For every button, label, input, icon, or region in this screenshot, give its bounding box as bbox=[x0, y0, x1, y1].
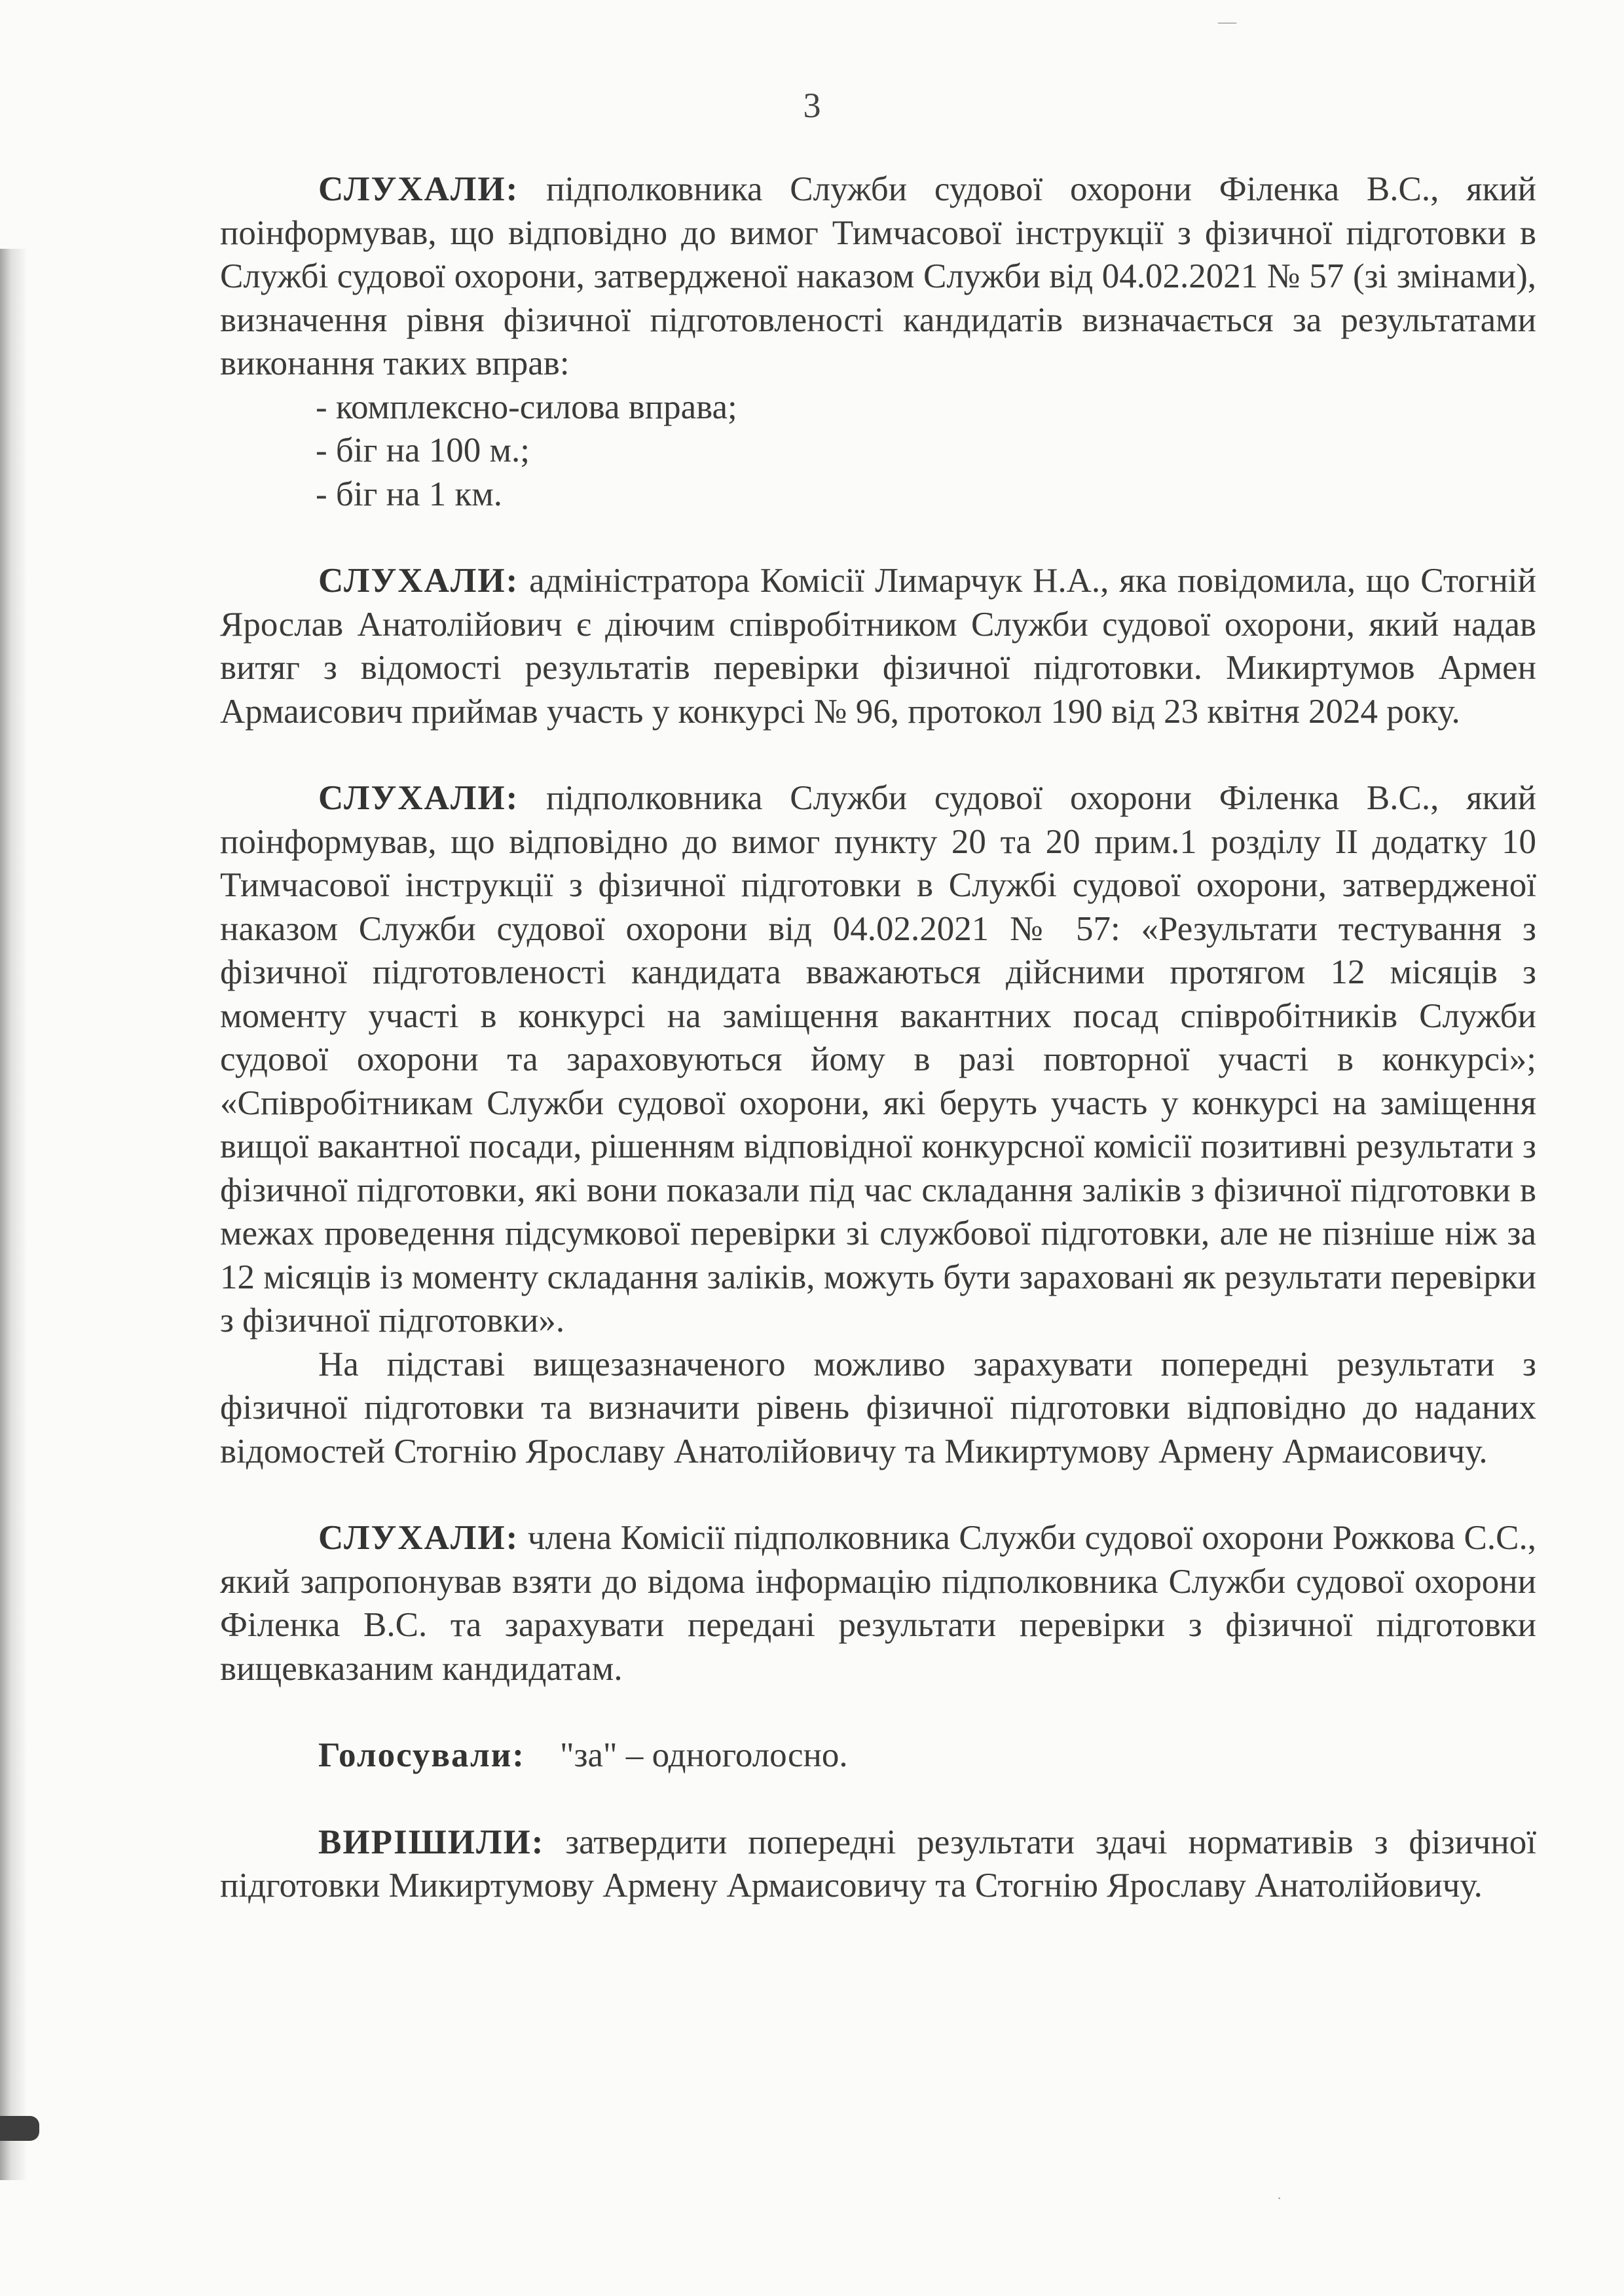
paragraph-heard-1 bbox=[220, 168, 1536, 386]
document-body bbox=[220, 168, 1536, 1908]
scan-left-edge bbox=[0, 249, 28, 2180]
heard-label: СЛУХАЛИ: bbox=[318, 562, 519, 600]
page-number: 3 bbox=[803, 86, 821, 125]
paragraph-heard-4 bbox=[220, 1516, 1536, 1690]
vote-label: Голосували: bbox=[318, 1736, 525, 1774]
decision-label: ВИРІШИЛИ: bbox=[318, 1823, 545, 1861]
vote-line bbox=[220, 1734, 1536, 1777]
list-item: - біг на 100 м.; bbox=[316, 431, 530, 469]
paragraph-heard-3 bbox=[220, 776, 1536, 1343]
heard-label: СЛУХАЛИ: bbox=[318, 170, 519, 208]
heard-label: СЛУХАЛИ: bbox=[318, 779, 519, 817]
paragraph-text: адміністратора Комісії Лимарчук Н.А., яка повідомила, що Стогній Ярослав Анатолійович є діючим співробітником Служби судової охорони, який надав витяг з відомості результатів перевірки фізичної підготовки. Микиртумов Армен Армаисович приймав участь у конкурсі № 96, протокол 190 від 23 квітня 2024 року. bbox=[220, 562, 1536, 731]
scan-speck: — bbox=[1218, 12, 1236, 32]
paragraph-text: підполковника Служби судової охорони Філенка В.С., який поінформував, що відповідно до вимог Тимчасової інструкції з фізичної підготовки в Службі судової охорони, затвердженої наказом Служби від 04.02.2021 № 57 (зі змінами), визначення рівня фізичної підготовленості кандидатів визначається за результатами виконання таких вправ: bbox=[220, 170, 1536, 382]
paragraph-heard-2 bbox=[220, 559, 1536, 733]
scan-binder-mark bbox=[0, 2116, 39, 2141]
heard-label: СЛУХАЛИ: bbox=[318, 1519, 519, 1557]
paragraph-text: члена Комісії підполковника Служби судової охорони Рожкова С.С., який запропонував взяти до відома інформацію підполковника Служби судової охорони Філенка В.С. та зарахувати передані результати перевірки з фізичної підготовки вищевказаним кандидатам. bbox=[220, 1519, 1536, 1688]
paragraph-conclusion: На підставі вищезазначеного можливо зарахувати попередні результати з фізичної підготовки та визначити рівень фізичної підготовки відповідно до наданих відомостей Стогнію Ярославу Анатолійовичу та Микиртумову Армену Армаисовичу. bbox=[220, 1345, 1536, 1470]
list-item: - комплексно-силова вправа; bbox=[316, 388, 737, 426]
list-item: - біг на 1 км. bbox=[316, 475, 503, 513]
decision-text: затвердити попередні результати здачі нормативів з фізичної підготовки Микиртумову Армену Армаисовичу та Стогнію Ярославу Анатолійовичу. bbox=[220, 1823, 1536, 1904]
paragraph-text: підполковника Служби судової охорони Філенка В.С., який поінформував, що відповідно до вимог пункту 20 та 20 прим.1 розділу ІІ додатку 10 Тимчасової інструкції з фізичної підготовки в Службі судової охорони, затвердженої наказом Служби судової охорони від 04.02.2021 № 57: «Результати тестування з фізичної підготовленості кандидата вважаються дійсними протягом 12 місяців з моменту участі в конкурсі на заміщення вакантних посад співробітників Служби судової охорони та зараховуються йому в разі повторної участі в конкурсі»; «Співробітникам Служби судової охорони, які беруть участь у конкурсі на заміщення вищої вакантної посади, рішенням відповідної конкурсної комісії позитивні результати з фізичної підготовки, які вони показали під час складання заліків з фізичної підготовки в межах проведення підсумкової перевірки зі службової підготовки, але не пізніше ніж за 12 місяців із моменту складання заліків, можуть бути зараховані як результати перевірки з фізичної підготовки». bbox=[220, 779, 1536, 1339]
paragraph-decision bbox=[220, 1821, 1536, 1908]
vote-result: "за" – одноголосно. bbox=[559, 1736, 848, 1774]
vote-spacer bbox=[525, 1736, 560, 1774]
scan-speck: · bbox=[1277, 2190, 1282, 2206]
